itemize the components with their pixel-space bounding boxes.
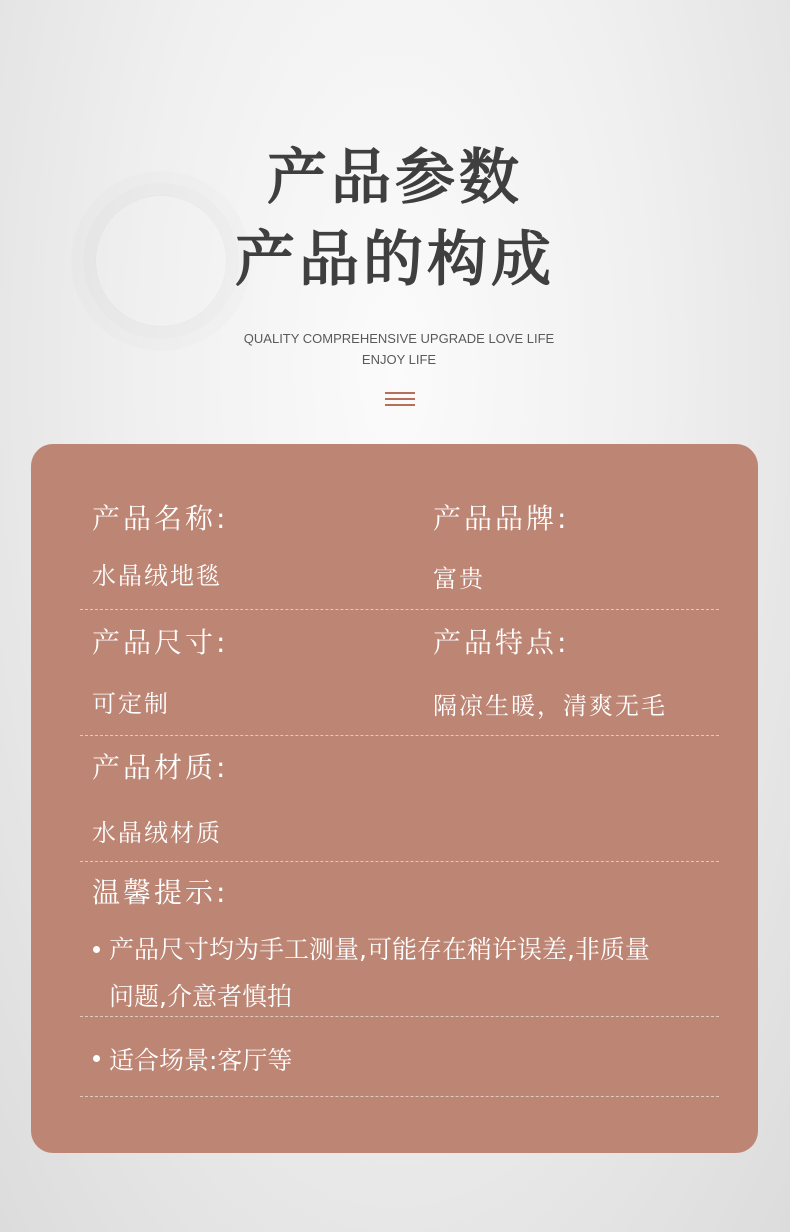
param-label-material: 产品材质: (92, 751, 229, 784)
param-value-name: 水晶绒地毯 (92, 562, 222, 590)
divider (80, 1096, 719, 1097)
bullet-icon (93, 946, 100, 953)
bullet-icon (93, 1055, 100, 1062)
tip-1-line-2: 问题,介意者慎拍 (109, 982, 292, 1011)
param-value-size: 可定制 (92, 690, 170, 718)
param-value-features: 隔凉生暖，清爽无毛 (433, 692, 667, 720)
param-label-name: 产品名称: (92, 502, 229, 535)
product-parameters-card (31, 444, 758, 1153)
param-label-size: 产品尺寸: (92, 626, 229, 659)
page-title: 产品参数 (267, 143, 523, 213)
param-value-brand: 富贵 (433, 565, 485, 593)
page-subtitle-heading: 产品的构成 (235, 225, 555, 295)
english-tagline: QUALITY COMPREHENSIVE UPGRADE LOVE LIFE (243, 331, 555, 346)
menu-icon (385, 390, 415, 408)
tips-label: 温馨提示: (92, 876, 229, 909)
param-value-material: 水晶绒材质 (92, 819, 222, 847)
tip-1-line-1: 产品尺寸均为手工测量,可能存在稍许误差,非质量 (109, 935, 650, 964)
tip-2: 适合场景:客厅等 (109, 1046, 293, 1075)
divider (80, 1016, 719, 1017)
param-label-brand: 产品品牌: (433, 502, 570, 535)
param-label-features: 产品特点: (433, 626, 570, 659)
english-tagline-2: ENJOY LIFE (361, 352, 437, 367)
divider (80, 735, 719, 736)
divider (80, 609, 719, 610)
divider (80, 861, 719, 862)
